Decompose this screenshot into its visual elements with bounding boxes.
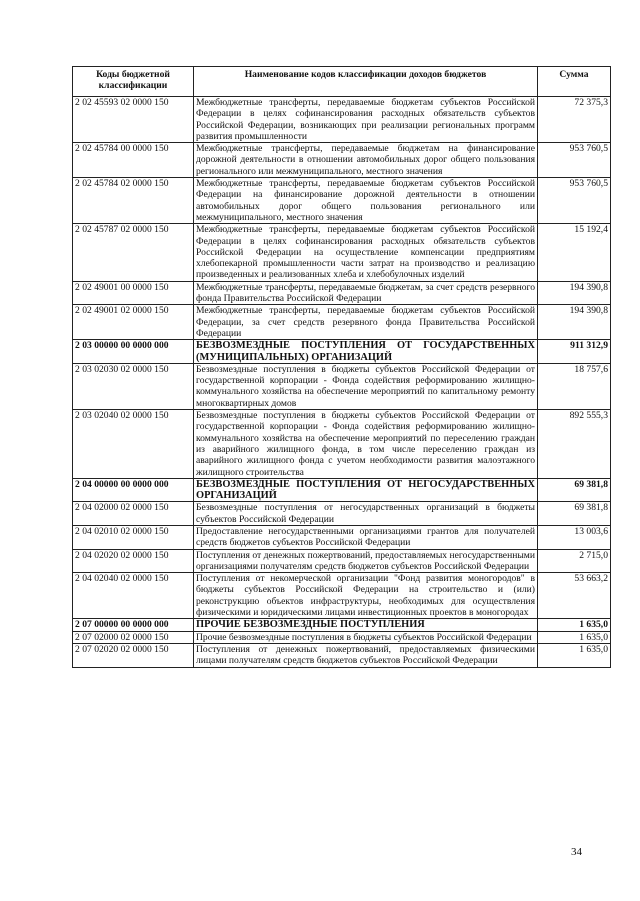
amount: 18 757,6 (538, 363, 611, 409)
header-names: Наименование кодов классификации доходов бюджетов (194, 67, 538, 97)
classification-code: 2 07 02020 02 0000 150 (73, 643, 194, 667)
table-row (73, 619, 611, 631)
amount: 53 663,2 (538, 573, 611, 619)
classification-name: Поступления от денежных пожертвований, предоставляемых негосударственными организациями получателям средств бюджетов субъектов Российской Федерации (194, 549, 538, 573)
table-row (73, 340, 611, 364)
table-row (73, 525, 611, 549)
amount: 2 715,0 (538, 549, 611, 573)
amount: 72 375,3 (538, 97, 611, 143)
amount: 892 555,3 (538, 410, 611, 479)
page-number: 34 (571, 846, 582, 858)
header-sum: Сумма (538, 67, 611, 97)
classification-code: 2 04 02040 02 0000 150 (73, 573, 194, 619)
classification-code: 2 04 02020 02 0000 150 (73, 549, 194, 573)
amount: 15 192,4 (538, 224, 611, 281)
classification-name: Межбюджетные трансферты, передаваемые бюджетам, за счет средств резервного фонда Правительства Российской Федерации (194, 281, 538, 305)
classification-code: 2 02 49001 00 0000 150 (73, 281, 194, 305)
classification-code: 2 07 02000 02 0000 150 (73, 631, 194, 643)
table-row (73, 305, 611, 340)
classification-name: ПРОЧИЕ БЕЗВОЗМЕЗДНЫЕ ПОСТУПЛЕНИЯ (194, 619, 538, 631)
table-row (73, 549, 611, 573)
table-row (73, 631, 611, 643)
classification-code: 2 07 00000 00 0000 000 (73, 619, 194, 631)
amount: 13 003,6 (538, 525, 611, 549)
amount: 953 760,5 (538, 143, 611, 178)
table-row (73, 502, 611, 526)
classification-name: Безвозмездные поступления от негосударственных организаций в бюджеты субъектов Российской Федерации (194, 502, 538, 526)
classification-name: БЕЗВОЗМЕЗДНЫЕ ПОСТУПЛЕНИЯ ОТ ГОСУДАРСТВЕННЫХ (МУНИЦИПАЛЬНЫХ) ОРГАНИЗАЦИЙ (194, 340, 538, 364)
classification-code: 2 02 45784 00 0000 150 (73, 143, 194, 178)
classification-code: 2 04 02010 02 0000 150 (73, 525, 194, 549)
amount: 953 760,5 (538, 178, 611, 224)
classification-name: Межбюджетные трансферты, передаваемые бюджетам субъектов Российской Федерации в целях софинансирования расходных обязательств субъектов Российской Федерации, возникающих при реализации региональных программ развития промышленности (194, 97, 538, 143)
amount: 1 635,0 (538, 631, 611, 643)
amount: 69 381,8 (538, 478, 611, 502)
amount: 911 312,9 (538, 340, 611, 364)
classification-name: Межбюджетные трансферты, передаваемые бюджетам субъектов Российской Федерации в целях софинансирования расходных обязательств субъектов Российской Федерации на осуществление компенсации предприятиям хлебопекарной промышленности части затрат на производство и реализацию произведенных и реализованных хлеба и хлебобулочных изделий (194, 224, 538, 281)
classification-name: Безвозмездные поступления в бюджеты субъектов Российской Федерации от государственной корпорации - Фонда содействия реформированию жилищно-коммунального хозяйства на обеспечение мероприятий по переселению граждан из аварийного жилищного фонда, в том числе переселению граждан из аварийного жилищного фонда с учетом необходимости развития малоэтажного жилищного строительства (194, 410, 538, 479)
classification-name: БЕЗВОЗМЕЗДНЫЕ ПОСТУПЛЕНИЯ ОТ НЕГОСУДАРСТВЕННЫХ ОРГАНИЗАЦИЙ (194, 478, 538, 502)
header-codes: Коды бюджетной классификации (73, 67, 194, 97)
classification-code: 2 02 45787 02 0000 150 (73, 224, 194, 281)
table-row (73, 281, 611, 305)
classification-name: Предоставление негосударственными организациями грантов для получателей средств бюджетов субъектов Российской Федерации (194, 525, 538, 549)
classification-name: Прочие безвозмездные поступления в бюджеты субъектов Российской Федерации (194, 631, 538, 643)
classification-name: Межбюджетные трансферты, передаваемые бюджетам на финансирование дорожной деятельности в отношении автомобильных дорог общего пользования регионального или межмуниципального, местного значения (194, 143, 538, 178)
amount: 194 390,8 (538, 281, 611, 305)
amount: 1 635,0 (538, 619, 611, 631)
classification-code: 2 04 00000 00 0000 000 (73, 478, 194, 502)
table-row (73, 410, 611, 479)
table-row (73, 178, 611, 224)
classification-name: Межбюджетные трансферты, передаваемые бюджетам субъектов Российской Федерации, за счет средств резервного фонда Правительства Российской Федерации (194, 305, 538, 340)
classification-code: 2 02 49001 02 0000 150 (73, 305, 194, 340)
table-header-row (73, 67, 611, 97)
amount: 1 635,0 (538, 643, 611, 667)
classification-name: Безвозмездные поступления в бюджеты субъектов Российской Федерации от государственной корпорации - Фонда содействия реформированию жилищно-коммунального хозяйства на обеспечение мероприятий по капитальному ремонту многоквартирных домов (194, 363, 538, 409)
classification-code: 2 02 45784 02 0000 150 (73, 178, 194, 224)
table-row (73, 643, 611, 667)
table-row (73, 573, 611, 619)
table-row (73, 143, 611, 178)
amount: 69 381,8 (538, 502, 611, 526)
classification-name: Поступления от некомерческой организации "Фонд развития моногородов" в бюджеты субъектов Российской Федерации на строительство и (или) реконструкцию объектов инфраструктуры, необходимых для осуществления физическими и юридическими лицами инвестиционных проектов в моногородах (194, 573, 538, 619)
table-row (73, 478, 611, 502)
classification-code: 2 03 00000 00 0000 000 (73, 340, 194, 364)
table-row (73, 363, 611, 409)
classification-code: 2 03 02040 02 0000 150 (73, 410, 194, 479)
amount: 194 390,8 (538, 305, 611, 340)
classification-code: 2 03 02030 02 0000 150 (73, 363, 194, 409)
table-body (73, 97, 611, 668)
table-row (73, 97, 611, 143)
classification-code: 2 04 02000 02 0000 150 (73, 502, 194, 526)
classification-name: Межбюджетные трансферты, передаваемые бюджетам субъектов Российской Федерации на финансирование дорожной деятельности в отношении автомобильных дорог общего пользования регионального или межмуниципального, местного значения (194, 178, 538, 224)
classification-name: Поступления от денежных пожертвований, предоставляемых физическими лицами получателям средств бюджетов субъектов Российской Федерации (194, 643, 538, 667)
classification-code: 2 02 45593 02 0000 150 (73, 97, 194, 143)
budget-revenue-table (72, 66, 611, 668)
table-row (73, 224, 611, 281)
